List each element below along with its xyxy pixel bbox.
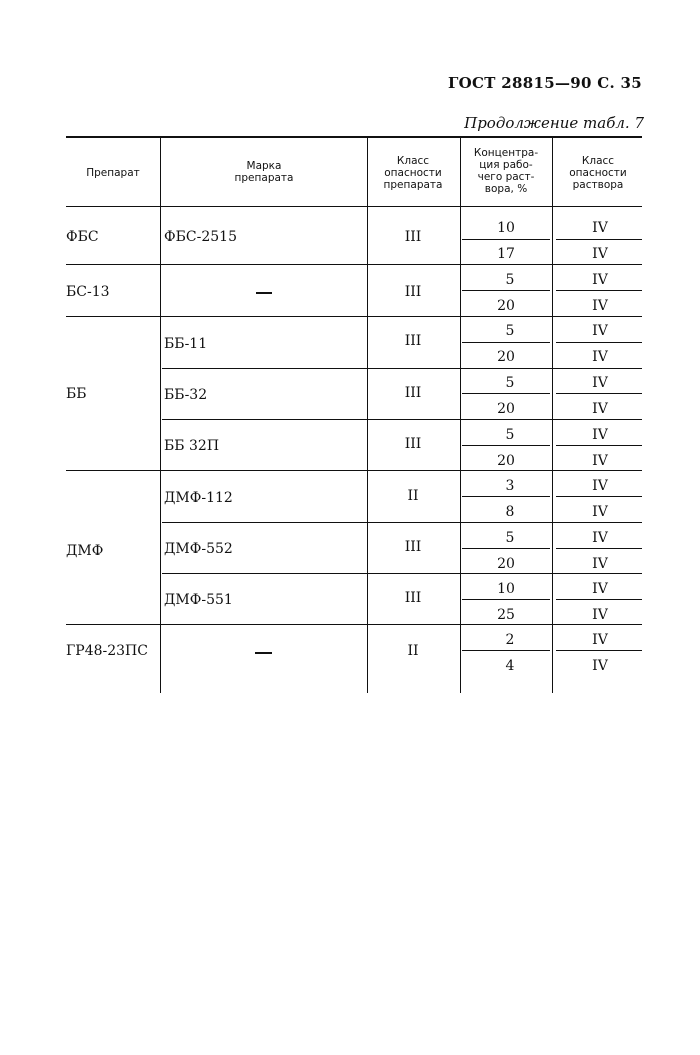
solution-class: IV	[592, 220, 608, 236]
concentration: 8	[505, 504, 515, 520]
header-bottom-rule	[66, 206, 642, 207]
concentration: 25	[497, 607, 515, 623]
solution-class: IV	[592, 298, 608, 314]
brand-name: ДМФ-551	[164, 592, 233, 608]
group-divider	[66, 624, 642, 625]
column-divider	[552, 137, 553, 693]
concentration: 20	[497, 298, 515, 314]
brand-name: ФБС-2515	[164, 229, 237, 245]
empty-dash	[256, 292, 272, 294]
preparation-name: ГР48-23ПС	[66, 643, 148, 659]
header-prep-class: Класс опасности препарата	[383, 155, 443, 191]
prep-class: III	[404, 284, 422, 300]
prep-class: II	[407, 488, 419, 504]
prep-class: III	[404, 590, 422, 606]
row-divider	[462, 496, 550, 497]
row-divider	[462, 290, 550, 291]
concentration: 10	[497, 220, 515, 236]
table-caption: Продолжение табл. 7	[464, 114, 644, 132]
solution-class: IV	[592, 427, 608, 443]
solution-class: IV	[592, 246, 608, 262]
concentration: 5	[505, 272, 515, 288]
concentration: 17	[497, 246, 515, 262]
row-divider	[462, 393, 550, 394]
concentration: 20	[497, 349, 515, 365]
brand-divider	[162, 573, 642, 574]
row-divider	[462, 239, 550, 240]
preparation-name: БС-13	[66, 284, 110, 300]
row-divider	[556, 239, 642, 240]
solution-class: IV	[592, 581, 608, 597]
concentration: 5	[505, 427, 515, 443]
table-top-rule	[66, 136, 642, 138]
concentration: 5	[505, 375, 515, 391]
brand-name: ББ 32П	[164, 438, 220, 454]
brand-divider	[162, 522, 642, 523]
row-divider	[556, 599, 642, 600]
row-divider	[556, 290, 642, 291]
group-divider	[66, 470, 642, 471]
concentration: 5	[505, 323, 515, 339]
concentration: 20	[497, 453, 515, 469]
row-divider	[462, 650, 550, 651]
row-divider	[556, 342, 642, 343]
solution-class: IV	[592, 556, 608, 572]
solution-class: IV	[592, 453, 608, 469]
header-brand: Марка препарата	[234, 160, 294, 184]
row-divider	[462, 599, 550, 600]
prep-class: III	[404, 436, 422, 452]
header-preparation: Препарат	[86, 167, 140, 179]
concentration: 2	[505, 632, 515, 648]
row-divider	[556, 650, 642, 651]
preparation-name: ДМФ	[66, 543, 104, 559]
header-solution-class: Класс опасности раствора	[569, 155, 627, 191]
preparation-name: ББ	[66, 386, 87, 402]
header-concentration: Концентра- ция рабо- чего раст- вора, %	[473, 147, 539, 195]
solution-class: IV	[592, 530, 608, 546]
preparation-name: ФБС	[66, 229, 99, 245]
solution-class: IV	[592, 272, 608, 288]
brand-name: ДМФ-112	[164, 490, 233, 506]
solution-class: IV	[592, 504, 608, 520]
group-divider	[66, 264, 642, 265]
row-divider	[462, 445, 550, 446]
column-divider	[367, 137, 368, 693]
concentration: 10	[497, 581, 515, 597]
solution-class: IV	[592, 375, 608, 391]
prep-class: II	[407, 643, 419, 659]
brand-divider	[162, 419, 642, 420]
group-divider	[66, 316, 642, 317]
row-divider	[556, 393, 642, 394]
prep-class: III	[404, 539, 422, 555]
prep-class: III	[404, 385, 422, 401]
brand-name: ББ-32	[164, 387, 208, 403]
solution-class: IV	[592, 632, 608, 648]
column-divider	[460, 137, 461, 693]
concentration: 20	[497, 556, 515, 572]
solution-class: IV	[592, 323, 608, 339]
prep-class: III	[404, 333, 422, 349]
brand-divider	[162, 368, 642, 369]
column-divider	[160, 137, 161, 693]
solution-class: IV	[592, 401, 608, 417]
page-header: ГОСТ 28815—90 С. 35	[448, 74, 642, 92]
concentration: 5	[505, 530, 515, 546]
solution-class: IV	[592, 658, 608, 674]
concentration: 3	[505, 478, 515, 494]
row-divider	[556, 445, 642, 446]
solution-class: IV	[592, 349, 608, 365]
concentration: 20	[497, 401, 515, 417]
row-divider	[556, 496, 642, 497]
row-divider	[556, 548, 642, 549]
row-divider	[462, 548, 550, 549]
row-divider	[462, 342, 550, 343]
solution-class: IV	[592, 607, 608, 623]
prep-class: III	[404, 229, 422, 245]
brand-name: ДМФ-552	[164, 541, 233, 557]
solution-class: IV	[592, 478, 608, 494]
empty-dash	[255, 652, 272, 654]
brand-name: ББ-11	[164, 336, 208, 352]
concentration: 4	[505, 658, 515, 674]
